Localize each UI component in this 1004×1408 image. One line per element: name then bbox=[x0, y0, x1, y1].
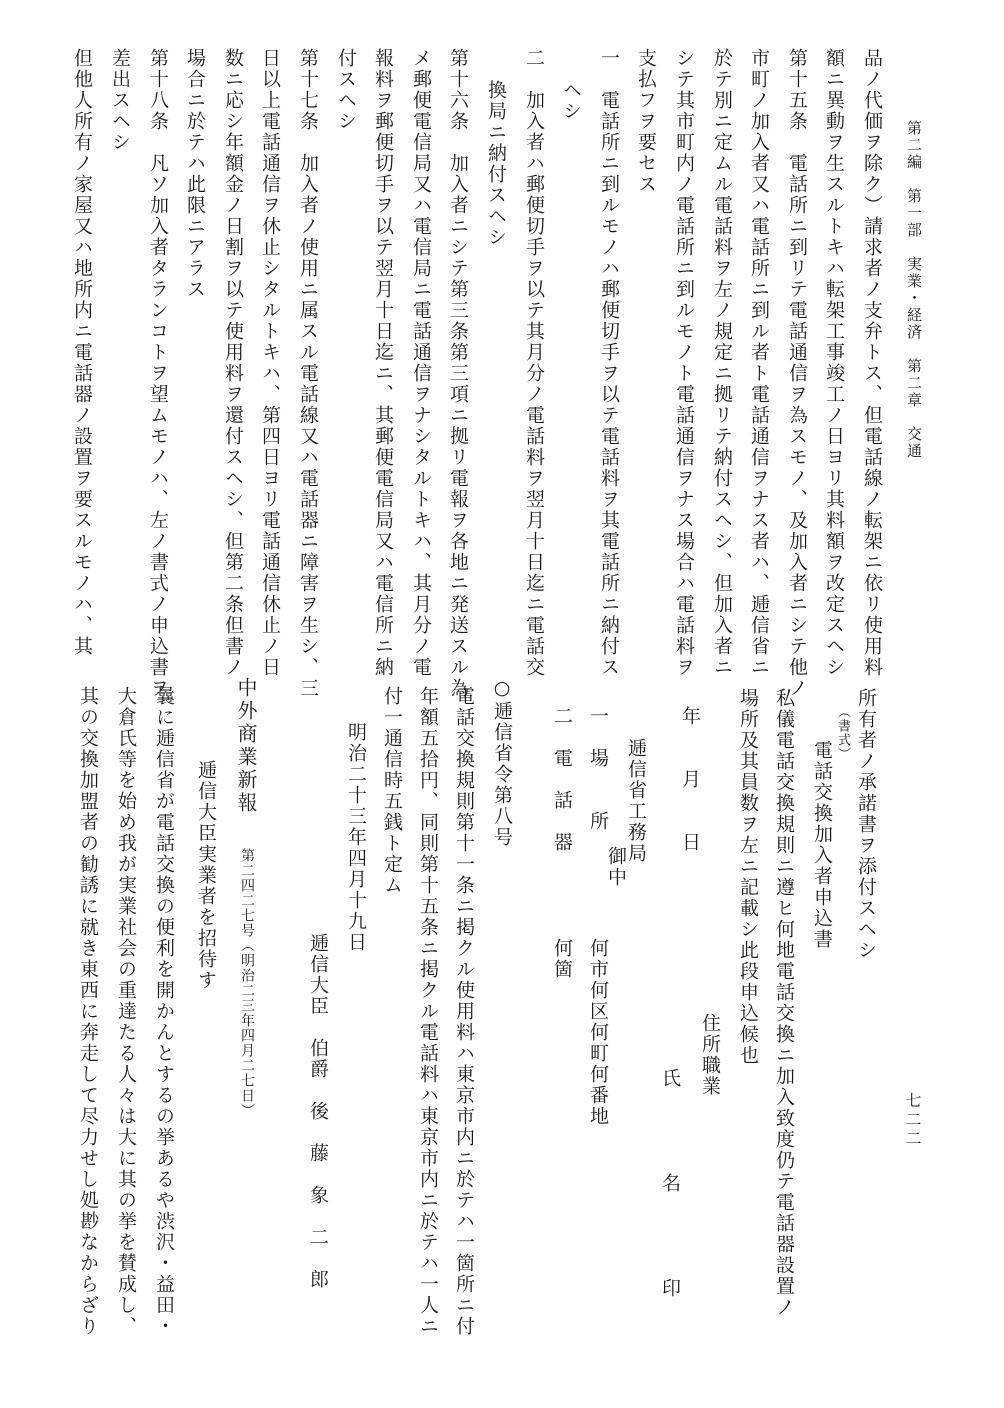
text-line: 付一通信時五銭ト定ム bbox=[381, 686, 403, 896]
text-line: 第十六条 加入者ニシテ第三条第三項ニ拠リ電報ヲ各地ニ発送スル為 bbox=[447, 48, 469, 699]
text-line: 一 電話所ニ到ルモノハ郵便切手ヲ以テ電話料ヲ其電話所ニ納付ス bbox=[598, 48, 620, 678]
text-line: メ郵便電信局又ハ電信局ニ電話通信ヲナシタルトキハ、其月分ノ電 bbox=[410, 48, 432, 678]
addressee-onchu: 御中 bbox=[605, 846, 627, 888]
text-line: 曩に逓信省が電話交換の便利を開かんとするの挙あるや渋沢・益田・ bbox=[153, 686, 175, 1337]
ordinance-date: 明治二十三年四月十九日 bbox=[345, 722, 367, 953]
text-line: 支払フヲ要セス bbox=[635, 48, 657, 195]
form-field-date: 年 月 日 bbox=[679, 706, 701, 853]
form-field-address: 住所職業 bbox=[699, 1013, 721, 1097]
item-phone-value: 何箇 bbox=[551, 938, 573, 980]
ordinance-heading: ○逓信省令第八号 bbox=[491, 677, 513, 848]
text-line: 私儀電話交換規則ニ遵ヒ何地電話交換ニ加入致度仍テ電話器設置ノ bbox=[773, 688, 795, 1318]
item-phone-label: 二 電 話 器 bbox=[551, 706, 573, 853]
text-line: 報料ヲ郵便切手ヲ以テ翌月十日迄ニ、其郵便電信局又ハ電信所ニ納 bbox=[372, 48, 394, 678]
text-line: 場所及其員数ヲ左ニ記載シ此段申込候也 bbox=[737, 688, 759, 1066]
newspaper-issue: 第二四二七号（明治二三年四月二七日） bbox=[239, 848, 255, 1118]
form-label: （書式） bbox=[835, 705, 850, 761]
addressee: 逓信省工務局 bbox=[625, 738, 647, 864]
text-line: 日以上電話通信ヲ休止シタルトキハ、第四日ヨリ電話通信休止ノ日 bbox=[259, 48, 281, 678]
text-line: 於テ別ニ定ムル電話料ヲ左ノ規定ニ拠リテ納付スヘシ、但加入者ニ bbox=[711, 48, 733, 678]
running-header: 第二編 第一部 実業・経済 第二章 交通 bbox=[905, 120, 923, 460]
text-line: 市町ノ加入者又ハ電話所ニ到ル者ト電話通信ヲナス者ハ、逓信省ニ bbox=[748, 48, 770, 678]
text-line: 其の交換加盟者の勧誘に就き東西に奔走して尽力せし処尠なからざり bbox=[77, 686, 99, 1337]
text-line: 数ニ応シ年額金ノ日割ヲ以テ使用料ヲ還付スヘシ、但第二条但書ノ bbox=[222, 48, 244, 678]
text-line: 付スヘシ bbox=[335, 48, 357, 132]
text-line: 第十七条 加入者ノ使用ニ属スル電話線又ハ電話器ニ障害ヲ生シ、三 bbox=[297, 48, 319, 699]
text-line: 場合ニ於テハ此限ニアラス bbox=[184, 48, 206, 300]
text-line: 第十五条 電話所ニ到リテ電話通信ヲ為スモノ、及加入者ニシテ他ノ bbox=[786, 48, 808, 699]
text-line: 大倉氏等を始め我が実業社会の重達たる人々は大に其の挙を賛成し、 bbox=[115, 686, 137, 1337]
text-line: ヘシ bbox=[560, 80, 582, 122]
newspaper-name: 中外商業新報 bbox=[234, 677, 258, 815]
text-line: 電話交換規則第十一条ニ掲クル使用料ハ東京市内ニ於テハ一箇所ニ付 bbox=[453, 686, 475, 1337]
page-number: 七二二 bbox=[903, 1092, 922, 1149]
text-line: 第十八条 凡ソ加入者タランコトヲ望ムモノハ、左ノ書式ノ申込書ヲ bbox=[147, 48, 169, 699]
text-line: 年額五拾円、同則第十五条ニ掲クル電話料ハ東京市内ニ於テハ一人ニ bbox=[417, 686, 439, 1337]
text-line: 所有者ノ承諾書ヲ添付スヘシ bbox=[855, 688, 877, 961]
text-line: 品ノ代価ヲ除ク）請求者ノ支弁トス、但電話線ノ転架ニ依リ使用料 bbox=[861, 48, 883, 678]
text-line: 差出スヘシ bbox=[109, 48, 131, 153]
article-title: 逓信大臣実業者を招待す bbox=[195, 760, 217, 991]
item-place-label: 一 場 所 bbox=[587, 706, 609, 832]
item-place-value: 何市何区何町何番地 bbox=[587, 938, 609, 1127]
text-line: 但他人所有ノ家屋又ハ地所内ニ電話器ノ設置ヲ要スルモノハ、其 bbox=[71, 48, 93, 657]
text-line: 換局ニ納付スヘシ bbox=[485, 80, 507, 248]
minister-signature: 逓信大臣 伯爵 後 藤 象 二 郎 bbox=[307, 933, 329, 1290]
text-line: 額ニ異動ヲ生スルトキハ転架工事竣工ノ日ヨリ其料額ヲ改定スヘシ bbox=[823, 48, 845, 678]
form-title: 電話交換加入者申込書 bbox=[811, 740, 833, 950]
form-field-name: 氏 名 印 bbox=[659, 1068, 681, 1299]
text-line: 二 加入者ハ郵便切手ヲ以テ其月分ノ電話料ヲ翌月十日迄ニ電話交 bbox=[523, 48, 545, 678]
text-line: シテ其市町内ノ電話所ニ到ルモノト電話通信ヲナス場合ハ電話料ヲ bbox=[673, 48, 695, 678]
